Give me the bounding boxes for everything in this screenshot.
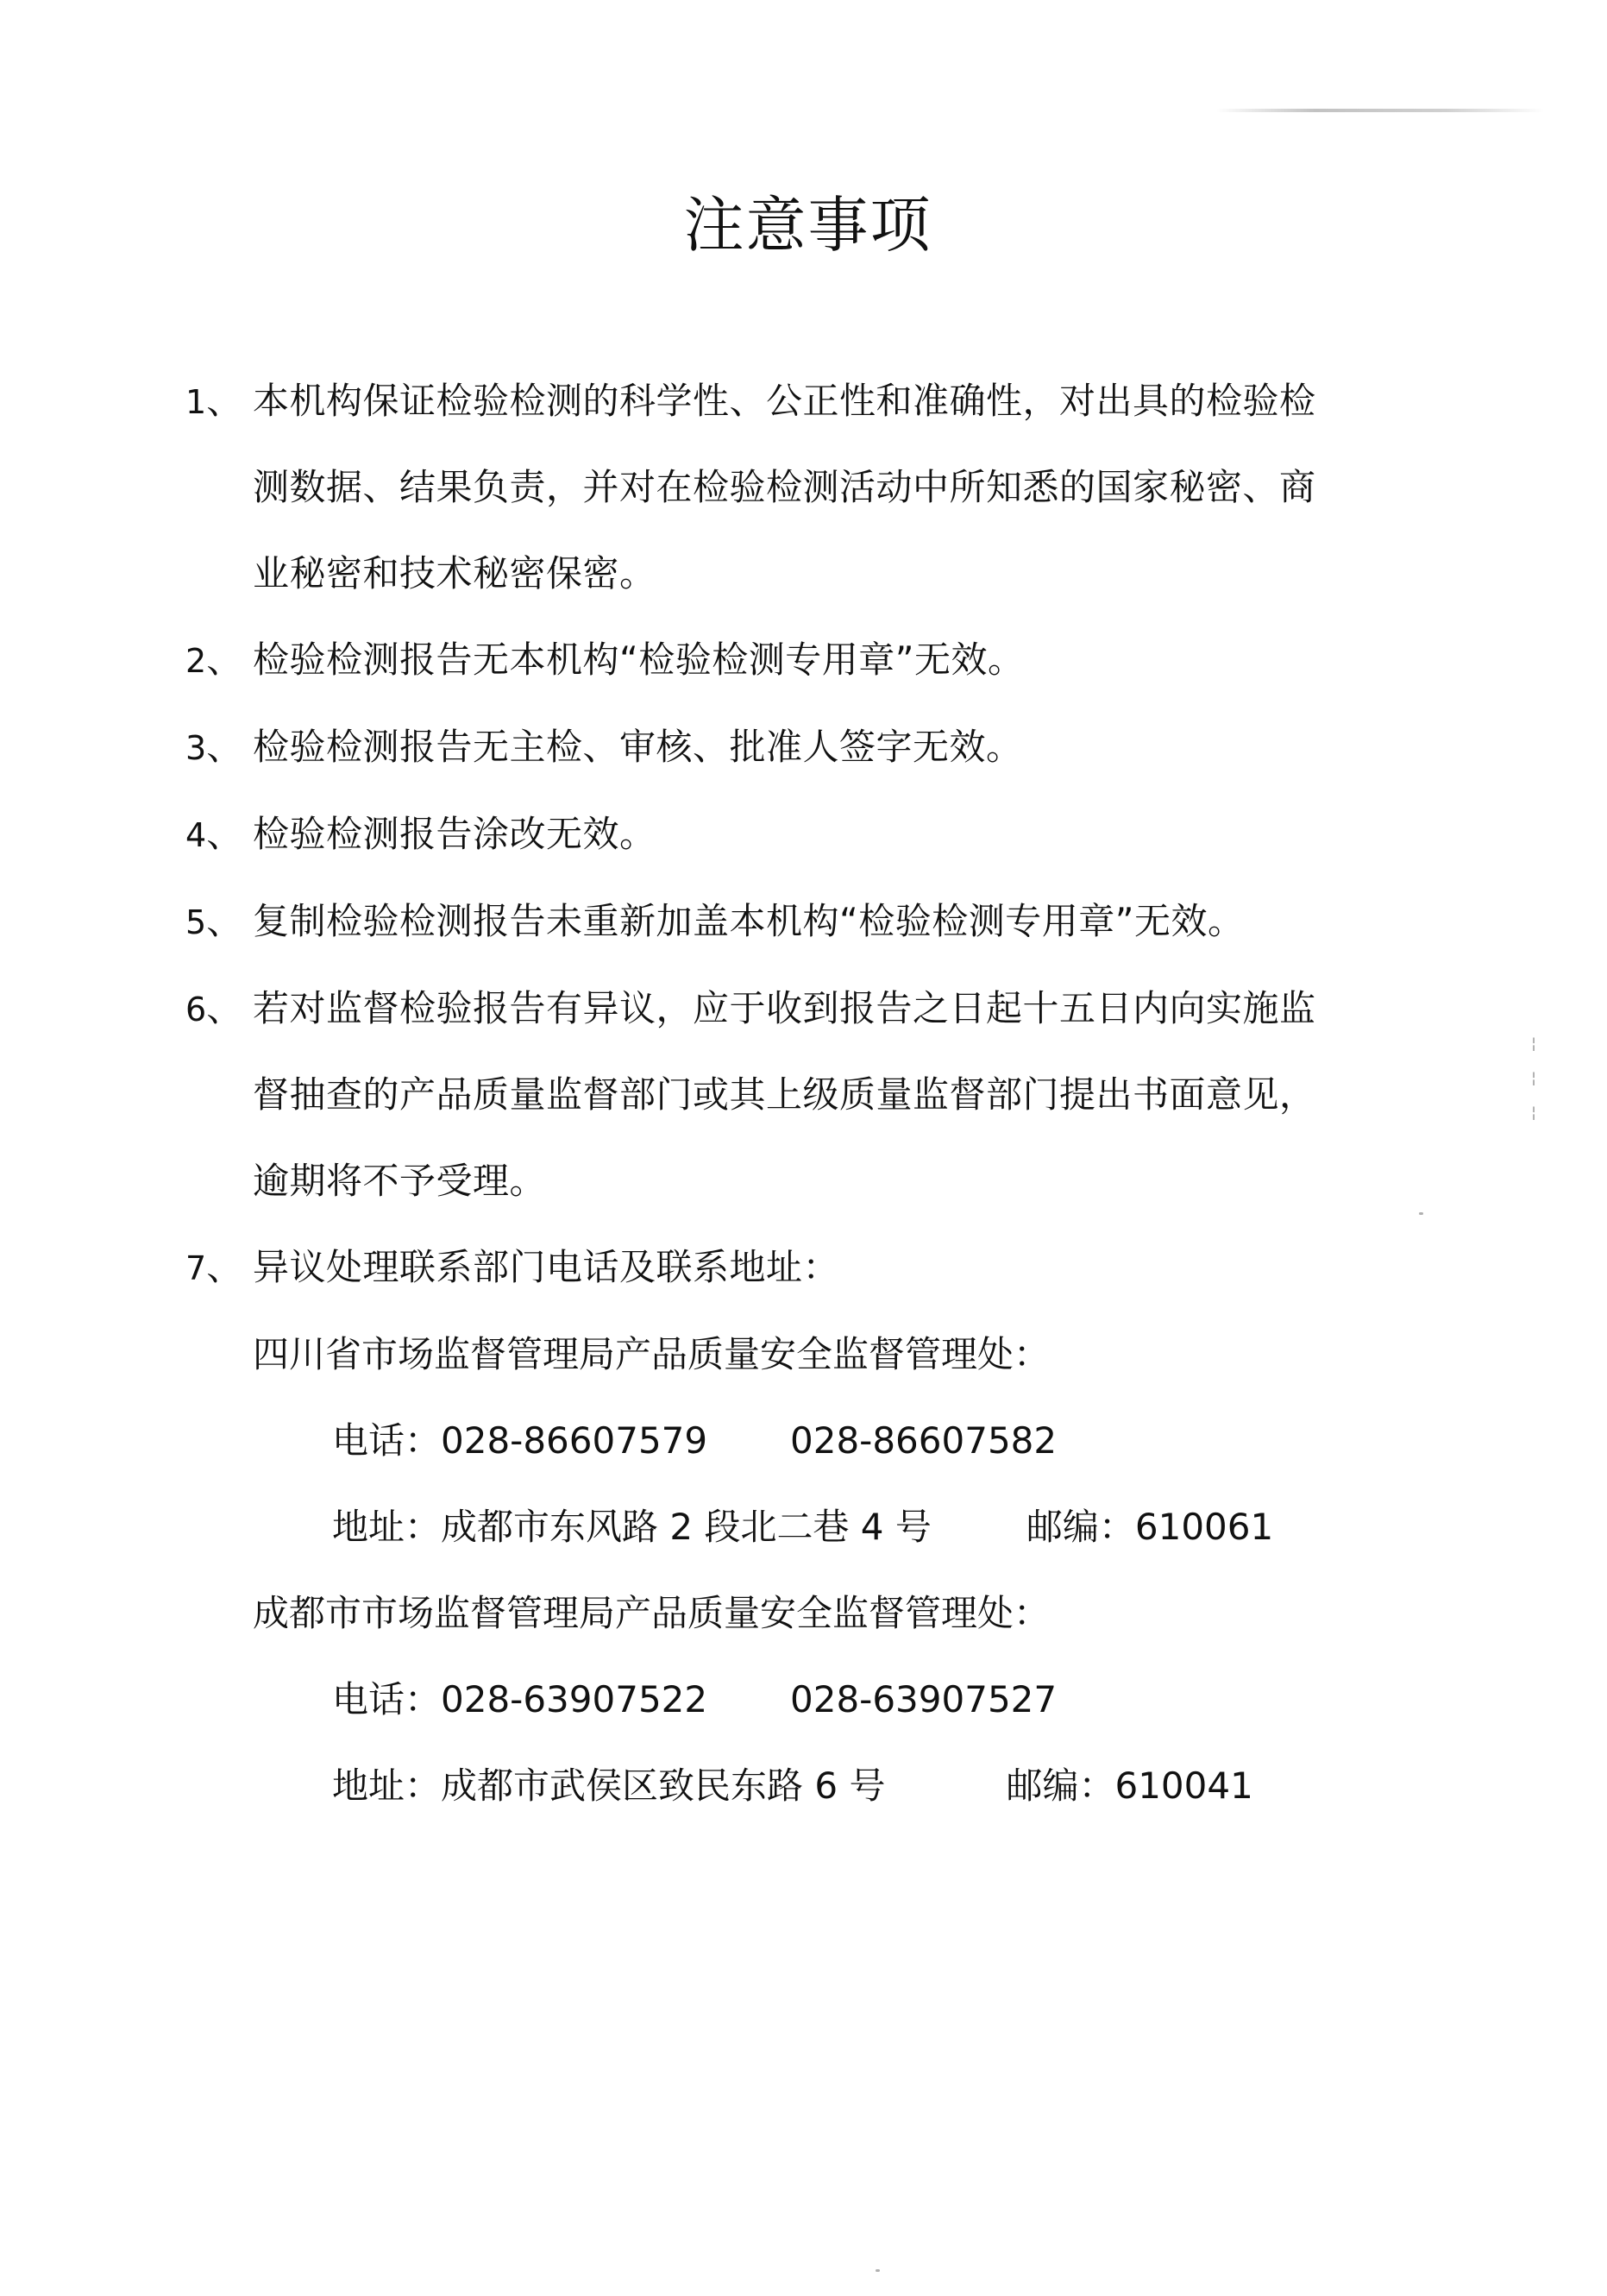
scan-artifact-dot	[1419, 1212, 1423, 1215]
notice-item	[185, 878, 1393, 966]
contact-phone-row	[332, 1398, 1393, 1484]
notice-text: 本机构保证检验检测的科学性、公正性和准确性，对出具的检验检测数据、结果负责，并对在检验检测活动中所知悉的国家秘密、商业秘密和技术秘密保密。	[253, 380, 1316, 594]
notice-number: 3、	[185, 726, 243, 768]
notice-text: 复制检验检测报告未重新加盖本机构“检验检测专用章”无效。	[253, 900, 1245, 942]
contact-phone-row	[332, 1657, 1393, 1743]
notice-number: 6、	[185, 987, 243, 1029]
contact-address-row	[332, 1743, 1393, 1829]
notice-item	[185, 617, 1393, 704]
phone-number: 028-86607579	[441, 1419, 708, 1462]
notice-item	[185, 966, 1393, 1224]
phone-number: 028-86607582	[790, 1419, 1058, 1462]
postcode-value: 610041	[1114, 1764, 1253, 1807]
notice-number: 7、	[185, 1246, 243, 1288]
notice-number: 5、	[185, 900, 243, 942]
scan-artifact-line	[1216, 109, 1544, 112]
scan-artifact-dot	[876, 2269, 880, 2272]
notice-text: 检验检测报告无本机构“检验检测专用章”无效。	[253, 638, 1025, 681]
notice-number: 4、	[185, 813, 243, 855]
notice-text: 若对监督检验报告有异议，应于收到报告之日起十五日内向实施监督抽查的产品质量监督部门或其上级质量监督部门提出书面意见，逾期将不予受理。	[253, 987, 1316, 1202]
notice-item	[185, 1224, 1393, 1312]
address-text: 成都市武侯区致民东路 6 号	[441, 1764, 886, 1807]
notice-text: 异议处理联系部门电话及联系地址：	[253, 1246, 840, 1288]
notice-list	[185, 358, 1393, 1829]
notice-item	[185, 704, 1393, 791]
phone-label: 电话：	[332, 1678, 442, 1720]
postcode-label: 邮编：	[1026, 1506, 1135, 1548]
address-text: 成都市东风路 2 段北二巷 4 号	[441, 1506, 932, 1548]
phone-number: 028-63907522	[441, 1678, 708, 1720]
notice-item	[185, 358, 1393, 617]
notice-number: 2、	[185, 638, 243, 681]
notice-item	[185, 791, 1393, 878]
postcode-value: 610061	[1134, 1506, 1274, 1548]
notice-number: 1、	[185, 380, 243, 422]
notice-text: 检验检测报告无主检、审核、批准人签字无效。	[253, 726, 1023, 768]
scan-artifact-margin: ¦ ¦ ¦	[1531, 1035, 1537, 1122]
postcode-label: 邮编：	[1006, 1764, 1115, 1807]
phone-label: 电话：	[332, 1419, 442, 1462]
notice-text: 检验检测报告涂改无效。	[253, 813, 656, 855]
page-title: 注意事项	[683, 190, 932, 261]
address-label: 地址：	[332, 1506, 442, 1548]
contact-office-name: 成都市市场监督管理局产品质量安全监督管理处：	[253, 1592, 1051, 1634]
contact-office-name: 四川省市场监督管理局产品质量安全监督管理处：	[253, 1333, 1051, 1375]
address-label: 地址：	[332, 1764, 442, 1807]
phone-number: 028-63907527	[790, 1678, 1058, 1720]
contact-address-row	[332, 1484, 1393, 1570]
